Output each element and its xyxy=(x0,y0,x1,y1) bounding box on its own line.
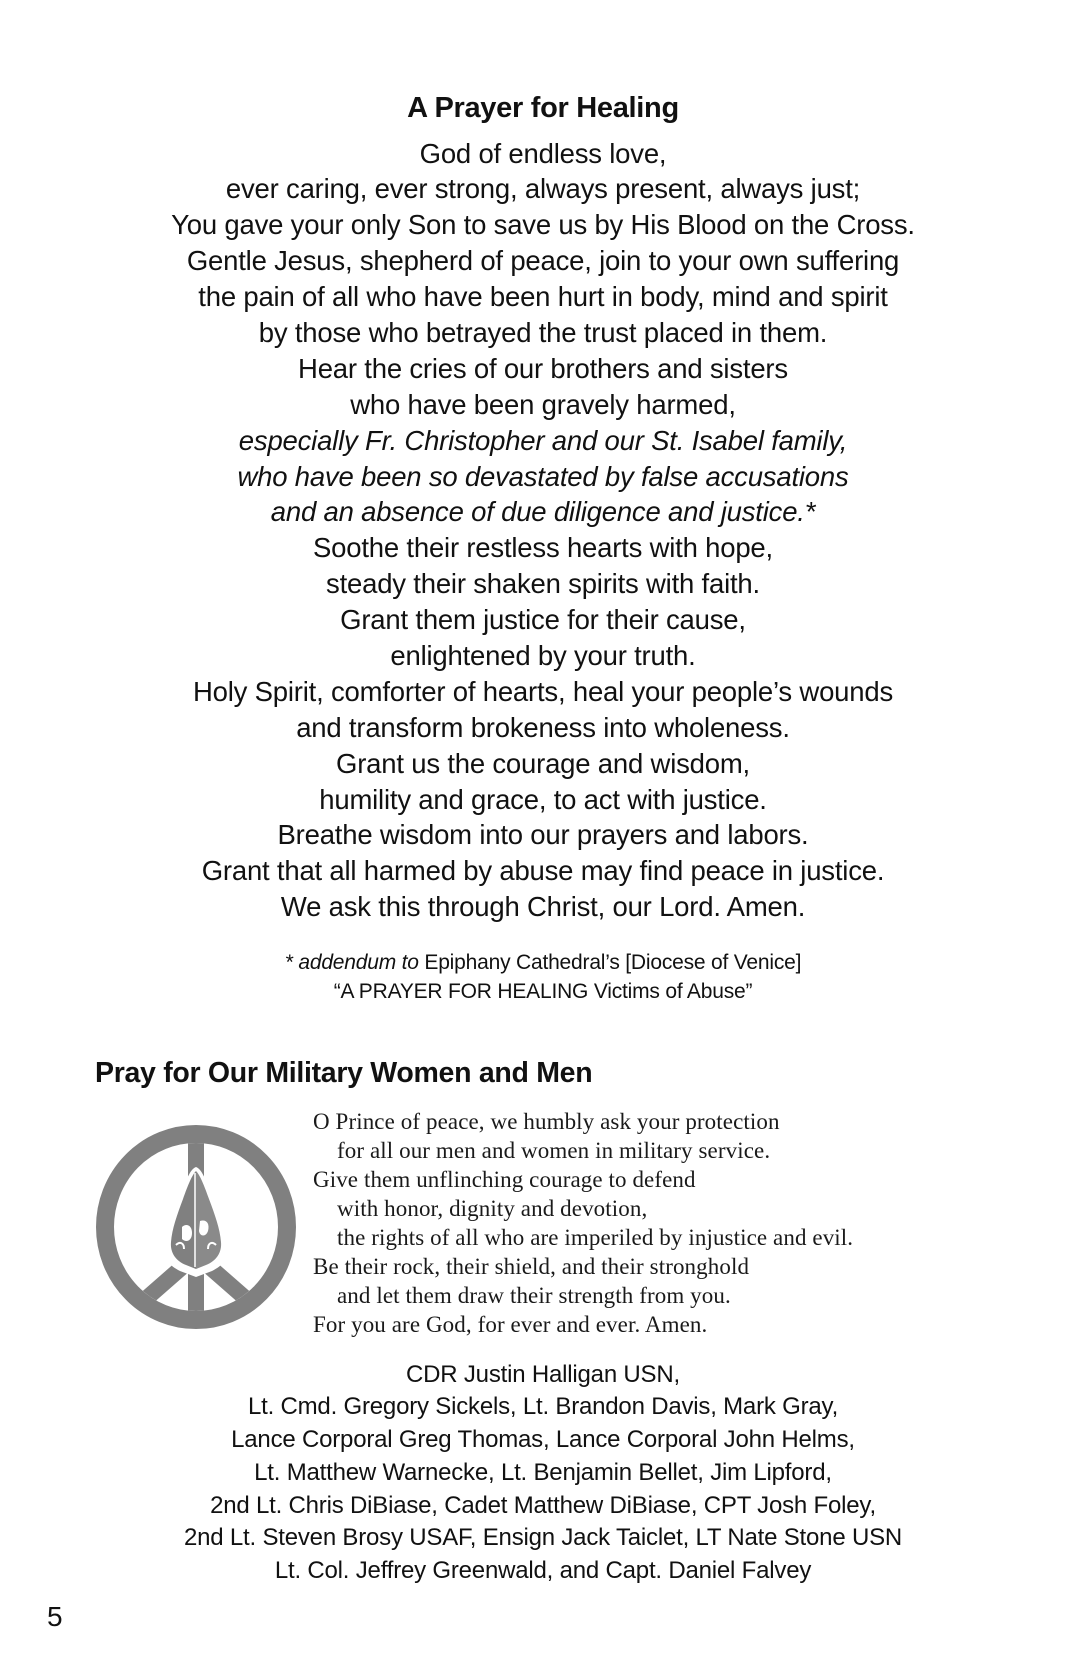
prayer-line: Breathe wisdom into our prayers and labors. xyxy=(277,819,809,851)
prayer-line: Grant that all harmed by abuse may find peace in justice. xyxy=(201,855,885,887)
names-line: Lt. Matthew Warnecke, Lt. Benjamin Bellet, Jim Lipford, xyxy=(254,1458,832,1486)
prayer-line: who have been so devastated by false accusations xyxy=(237,460,849,492)
prayer-line: ever caring, ever strong, always present, always just; xyxy=(225,173,861,205)
names-line: Lt. Col. Jeffrey Greenwald, and Capt. Daniel Falvey xyxy=(274,1557,812,1585)
military-prayer-line: the rights of all who are imperiled by injustice and evil. xyxy=(337,1225,854,1250)
healing-prayer-body xyxy=(0,136,1086,926)
prayer-line: by those who betrayed the trust placed in them. xyxy=(258,316,828,348)
prayer-line: Gentle Jesus, shepherd of peace, join to your own suffering xyxy=(186,245,900,277)
prayer-line: Holy Spirit, comforter of hearts, heal your people’s wounds xyxy=(193,675,893,707)
military-prayer-line: with honor, dignity and devotion, xyxy=(337,1196,648,1221)
military-names-list xyxy=(0,1359,1086,1589)
addendum-line-1 xyxy=(0,948,1086,977)
peace-symbol-praying-hands-icon xyxy=(96,1125,296,1329)
prayer-line: and transform brokeness into wholeness. xyxy=(296,711,790,743)
military-prayer-line: Be their rock, their shield, and their stronghold xyxy=(313,1254,750,1279)
military-prayer-line: and let them draw their strength from you. xyxy=(337,1283,731,1308)
prayer-line: steady their shaken spirits with faith. xyxy=(326,568,760,600)
prayer-line: Grant us the courage and wisdom, xyxy=(336,747,750,779)
prayer-line: We ask this through Christ, our Lord. Amen. xyxy=(280,891,806,923)
prayer-line: Grant them justice for their cause, xyxy=(340,604,746,636)
prayer-line: You gave your only Son to save us by His Blood on the Cross. xyxy=(171,209,915,241)
prayer-line: especially Fr. Christopher and our St. Isabel family, xyxy=(238,424,848,456)
names-line: 2nd Lt. Chris DiBiase, Cadet Matthew DiBiase, CPT Josh Foley, xyxy=(210,1491,876,1519)
names-line: 2nd Lt. Steven Brosy USAF, Ensign Jack Taiclet, LT Nate Stone USN xyxy=(183,1524,903,1552)
prayer-line: Hear the cries of our brothers and sisters xyxy=(298,352,788,384)
military-prayer-line: for all our men and women in military service. xyxy=(337,1138,771,1163)
prayer-line: humility and grace, to act with justice. xyxy=(319,783,767,815)
prayer-line: God of endless love, xyxy=(419,137,667,169)
addendum-note xyxy=(0,948,1086,1006)
names-line: CDR Justin Halligan USN, xyxy=(406,1360,680,1388)
military-prayer-line: O Prince of peace, we humbly ask your protection xyxy=(313,1109,780,1134)
military-prayer-heading: Pray for Our Military Women and Men xyxy=(95,1057,593,1089)
military-prayer-line: Give them unflinching courage to defend xyxy=(313,1167,696,1192)
prayer-line: Soothe their restless hearts with hope, xyxy=(313,532,773,564)
page-number: 5 xyxy=(47,1601,63,1632)
addendum-line-2: “A PRAYER FOR HEALING Victims of Abuse” xyxy=(333,980,753,1003)
names-line: Lt. Cmd. Gregory Sickels, Lt. Brandon Davis, Mark Gray, xyxy=(247,1393,839,1421)
prayer-line: who have been gravely harmed, xyxy=(350,388,736,420)
military-prayer-body xyxy=(313,1107,853,1339)
prayer-line: the pain of all who have been hurt in body, mind and spirit xyxy=(198,281,888,313)
prayer-line: and an absence of due diligence and justice.* xyxy=(270,496,816,528)
addendum-prefix: * addendum to xyxy=(284,951,419,974)
names-line: Lance Corporal Greg Thomas, Lance Corporal John Helms, xyxy=(231,1426,855,1454)
prayer-line: enlightened by your truth. xyxy=(390,639,696,671)
healing-prayer-title: A Prayer for Healing xyxy=(407,92,679,124)
addendum-source: Epiphany Cathedral’s [Diocese of Venice] xyxy=(418,951,802,974)
military-prayer-line: For you are God, for ever and ever. Amen. xyxy=(313,1312,708,1337)
